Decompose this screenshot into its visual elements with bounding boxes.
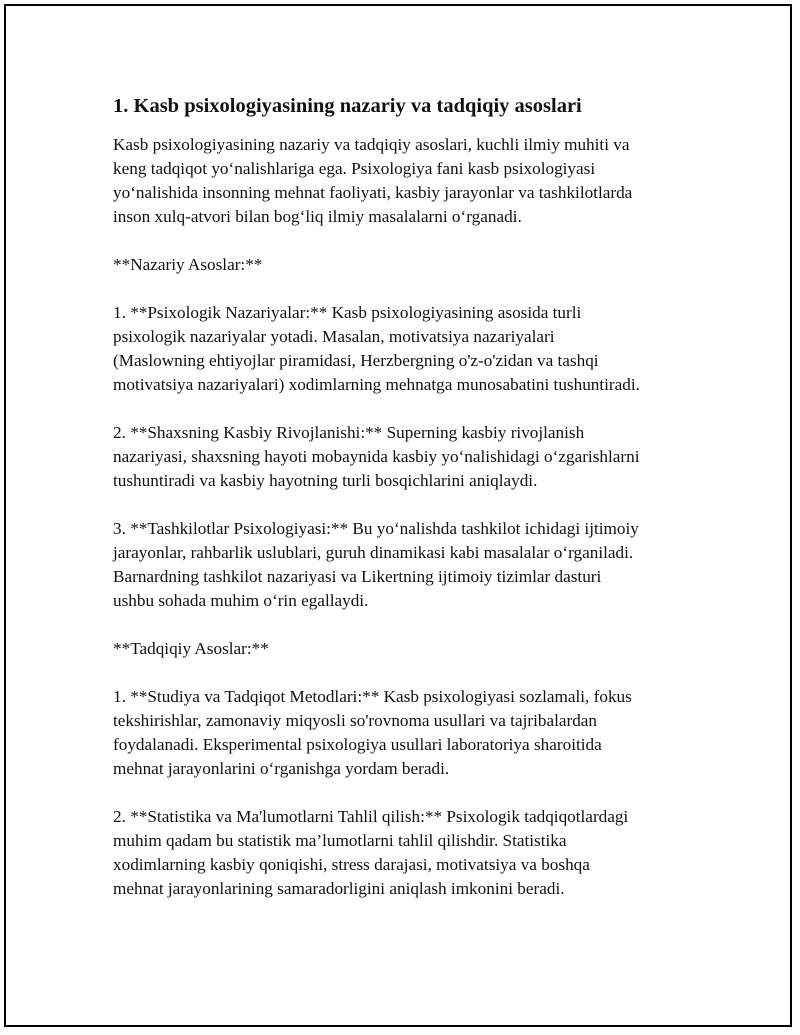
paragraph-statistika: 2. **Statistika va Ma'lumotlarni Tahlil qilish:** Psixologik tadqiqotlardagi muhim qadam bu statistik ma’lumotlarni tahlil qilishdir. Statistika xodimlarning kasbiy qoniqishi, stress darajasi, motivatsiya va boshqa mehnat jarayonlarining samaradorligini aniqlash imkonini beradi. bbox=[113, 807, 629, 898]
section-heading: 1. Kasb psixologiyasining nazariy va tadqiqiy asoslari bbox=[113, 95, 582, 117]
paragraph-tashkilotlar-psixologiyasi: 3. **Tashkilotlar Psixologiyasi:** Bu yo‘nalishda tashkilot ichidagi ijtimoiy jarayonlar, rahbarlik uslublari, guruh dinamikasi kabi masalalar o‘rganiladi. Barnardning tashkilot nazariyasi va Likertning ijtimoiy tizimlar dasturi ushbu sohada muhim o‘rin egallaydi. bbox=[113, 519, 639, 610]
document-body bbox=[113, 93, 693, 925]
paragraph-kasbiy-rivojlanish: 2. **Shaxsning Kasbiy Rivojlanishi:** Superning kasbiy rivojlanish nazariyasi, shaxsning hayoti mobaynida kasbiy yo‘nalishidagi o‘zgarishlarni tushuntiradi va kasbiy hayotning turli bosqichlarini aniqlaydi. bbox=[113, 423, 640, 490]
paragraph-tadqiqot-metodlari: 1. **Studiya va Tadqiqot Metodlari:** Kasb psixologiyasi sozlamali, fokus tekshirishlar, zamonaviy miqyosli so'rovnoma usullari va tajribalardan foydalanadi. Eksperimental psixologiya usullari laboratoriya sharoitida mehnat jarayonlarini o‘rganishga yordam beradi. bbox=[113, 687, 632, 778]
subheading-tadqiqiy-asoslar: **Tadqiqiy Asoslar:** bbox=[113, 639, 269, 658]
intro-paragraph: Kasb psixologiyasining nazariy va tadqiqiy asoslari, kuchli ilmiy muhiti va keng tadqiqot yo‘nalishlariga ega. Psixologiya fani kasb psixologiyasi yo‘nalishida insonning mehnat faoliyati, kasbiy jarayonlar va tashkilotlarda inson xulq-atvori bilan bog‘liq ilmiy masalalarni o‘rganadi. bbox=[113, 135, 633, 226]
paragraph-psixologik-nazariyalar: 1. **Psixologik Nazariyalar:** Kasb psixologiyasining asosida turli psixologik nazariyalar yotadi. Masalan, motivatsiya nazariyalari (Maslowning ehtiyojlar piramidasi, Herzbergning o'z-o'zidan va tashqi motivatsiya nazariyalari) xodimlarning mehnatga munosabatini tushuntiradi. bbox=[113, 303, 640, 394]
subheading-nazariy-asoslar: **Nazariy Asoslar:** bbox=[113, 255, 263, 274]
